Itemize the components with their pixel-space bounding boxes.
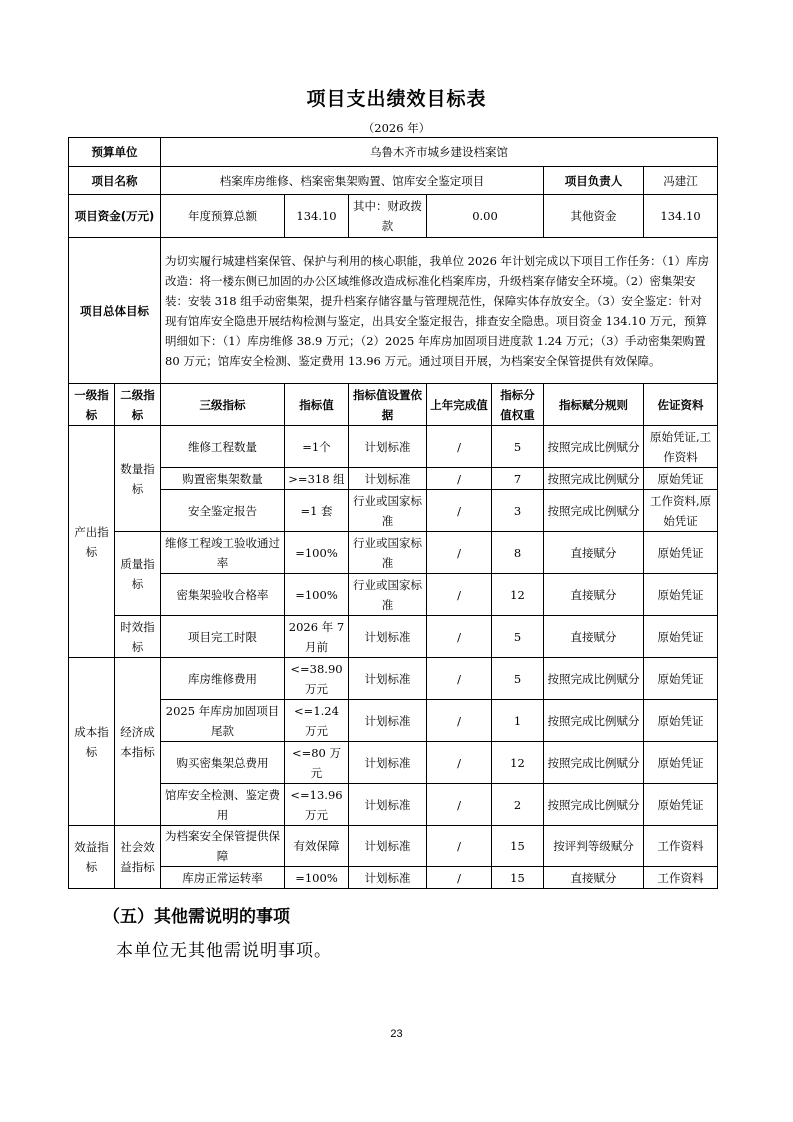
col-header-value: 指标值 xyxy=(285,384,349,426)
indicator-rule: 按照完成比例赋分 xyxy=(544,742,644,784)
indicator-basis: 计划标准 xyxy=(349,784,427,826)
group-cost: 成本指标 xyxy=(69,658,115,826)
col-header-level2: 二级指标 xyxy=(115,384,161,426)
indicator-prev: / xyxy=(427,700,492,742)
indicator-weight: 5 xyxy=(492,426,544,468)
indicator-evidence: 原始凭证 xyxy=(644,532,718,574)
col-header-evidence: 佐证资料 xyxy=(644,384,718,426)
performance-target-table xyxy=(68,137,718,889)
indicator-evidence: 原始凭证 xyxy=(644,742,718,784)
indicator-prev: / xyxy=(427,658,492,700)
indicator-value: <=80 万元 xyxy=(285,742,349,784)
group-timeliness: 时效指标 xyxy=(115,616,161,658)
group-benefit: 效益指标 xyxy=(69,826,115,889)
fiscal-allocation-label: 其中：财政拨款 xyxy=(349,195,427,238)
fiscal-allocation-value: 0.00 xyxy=(427,195,544,238)
indicator-name: 安全鉴定报告 xyxy=(161,490,285,532)
indicator-weight: 1 xyxy=(492,700,544,742)
indicator-basis: 计划标准 xyxy=(349,867,427,889)
indicator-rule: 按照完成比例赋分 xyxy=(544,468,644,490)
indicator-rule: 直接赋分 xyxy=(544,532,644,574)
indicator-prev: / xyxy=(427,784,492,826)
indicator-basis: 计划标准 xyxy=(349,700,427,742)
group-econ-cost: 经济成本指标 xyxy=(115,658,161,826)
indicator-weight: 5 xyxy=(492,658,544,700)
indicator-value: <=13.96 万元 xyxy=(285,784,349,826)
indicator-basis: 计划标准 xyxy=(349,426,427,468)
indicator-rule: 按照完成比例赋分 xyxy=(544,658,644,700)
indicator-rule: 按照完成比例赋分 xyxy=(544,490,644,532)
indicator-name: 库房正常运转率 xyxy=(161,867,285,889)
indicator-basis: 行业或国家标准 xyxy=(349,490,427,532)
indicator-evidence: 原始凭证 xyxy=(644,616,718,658)
annual-budget-label: 年度预算总额 xyxy=(161,195,285,238)
indicator-name: 库房维修费用 xyxy=(161,658,285,700)
col-header-level3: 三级指标 xyxy=(161,384,285,426)
indicator-prev: / xyxy=(427,532,492,574)
indicator-weight: 12 xyxy=(492,742,544,784)
indicator-prev: / xyxy=(427,616,492,658)
indicator-evidence: 原始凭证 xyxy=(644,700,718,742)
indicator-prev: / xyxy=(427,826,492,867)
page-number: 23 xyxy=(390,1028,403,1040)
indicator-basis: 行业或国家标准 xyxy=(349,574,427,616)
indicator-weight: 7 xyxy=(492,468,544,490)
indicator-value: <=1.24 万元 xyxy=(285,700,349,742)
indicator-basis: 计划标准 xyxy=(349,742,427,784)
indicator-basis: 行业或国家标准 xyxy=(349,532,427,574)
overall-goal-text: 为切实履行城建档案保管、保护与利用的核心职能，我单位 2026 年计划完成以下项目工作任务：（1）库房改造：将一楼东侧已加固的办公区域维修改造成标准化档案库房，升级档案存储安全环境。（2）密集架安装：安装 318 组手动密集架，提升档案存储容量与管理规范性，保障实体存放安全。（3）安全鉴定：针对现有馆库安全隐患开展结构检测与鉴定，出具安全鉴定报告，排查安全隐患。项目资金 134.10 万元，预算明细如下：（1）库房维修 38.9 万元；（2）2025 年库房加固项目进度款 1.24 万元；（3）手动密集架购置 80 万元；馆库安全检测、鉴定费用 13.96 万元。通过项目开展，为档案安全保管提供有效保障。 xyxy=(161,238,718,384)
indicator-prev: / xyxy=(427,490,492,532)
section-body: 本单位无其他需说明事项。 xyxy=(116,941,332,961)
indicator-prev: / xyxy=(427,426,492,468)
indicator-name: 2025 年库房加固项目尾款 xyxy=(161,700,285,742)
indicator-name: 为档案安全保管提供保障 xyxy=(161,826,285,867)
indicator-prev: / xyxy=(427,867,492,889)
overall-goal-label: 项目总体目标 xyxy=(69,238,161,384)
col-header-basis: 指标值设置依据 xyxy=(349,384,427,426)
page-title: 项目支出绩效目标表 xyxy=(306,88,487,110)
indicator-rule: 按照完成比例赋分 xyxy=(544,426,644,468)
group-quality: 质量指标 xyxy=(115,532,161,616)
section-heading: （五）其他需说明的事项 xyxy=(103,907,290,927)
other-funds-label: 其他资金 xyxy=(544,195,644,238)
indicator-name: 维修工程数量 xyxy=(161,426,285,468)
indicator-basis: 计划标准 xyxy=(349,826,427,867)
indicator-name: 购置密集架数量 xyxy=(161,468,285,490)
indicator-evidence: 原始凭证 xyxy=(644,784,718,826)
indicator-prev: / xyxy=(427,742,492,784)
indicator-weight: 12 xyxy=(492,574,544,616)
project-name-value: 档案库房维修、档案密集架购置、馆库安全鉴定项目 xyxy=(161,167,544,195)
indicator-rule: 按照完成比例赋分 xyxy=(544,700,644,742)
project-leader-label: 项目负责人 xyxy=(544,167,644,195)
indicator-name: 购买密集架总费用 xyxy=(161,742,285,784)
col-header-weight: 指标分值权重 xyxy=(492,384,544,426)
indicator-value: =100% xyxy=(285,532,349,574)
indicator-rule: 按照完成比例赋分 xyxy=(544,784,644,826)
indicator-basis: 计划标准 xyxy=(349,616,427,658)
col-header-rule: 指标赋分规则 xyxy=(544,384,644,426)
other-funds-value: 134.10 xyxy=(644,195,718,238)
indicator-weight: 8 xyxy=(492,532,544,574)
col-header-level1: 一级指标 xyxy=(69,384,115,426)
indicator-value: 有效保障 xyxy=(285,826,349,867)
year-label: （2026 年） xyxy=(362,121,431,135)
indicator-evidence: 原始凭证,工作资料 xyxy=(644,426,718,468)
indicator-value: >=318 组 xyxy=(285,468,349,490)
indicator-basis: 计划标准 xyxy=(349,658,427,700)
project-leader-value: 冯建江 xyxy=(644,167,718,195)
indicator-name: 项目完工时限 xyxy=(161,616,285,658)
unit-value: 乌鲁木齐市城乡建设档案馆 xyxy=(161,138,718,167)
indicator-weight: 15 xyxy=(492,867,544,889)
indicator-evidence: 工作资料,原始凭证 xyxy=(644,490,718,532)
indicator-value: =100% xyxy=(285,867,349,889)
indicator-value: =1个 xyxy=(285,426,349,468)
indicator-rule: 直接赋分 xyxy=(544,574,644,616)
indicator-value: <=38.90 万元 xyxy=(285,658,349,700)
indicator-name: 密集架验收合格率 xyxy=(161,574,285,616)
group-social-benefit: 社会效益指标 xyxy=(115,826,161,889)
group-quantity: 数量指标 xyxy=(115,426,161,532)
indicator-evidence: 原始凭证 xyxy=(644,658,718,700)
indicator-rule: 直接赋分 xyxy=(544,616,644,658)
project-funds-label: 项目资金(万元) xyxy=(69,195,161,238)
unit-label: 预算单位 xyxy=(69,138,161,167)
indicator-rule: 按评判等级赋分 xyxy=(544,826,644,867)
indicator-prev: / xyxy=(427,574,492,616)
indicator-prev: / xyxy=(427,468,492,490)
indicator-weight: 2 xyxy=(492,784,544,826)
indicator-weight: 3 xyxy=(492,490,544,532)
col-header-prev: 上年完成值 xyxy=(427,384,492,426)
indicator-value: 2026 年 7 月前 xyxy=(285,616,349,658)
annual-budget-value: 134.10 xyxy=(285,195,349,238)
indicator-basis: 计划标准 xyxy=(349,468,427,490)
indicator-evidence: 工作资料 xyxy=(644,826,718,867)
indicator-value: =1 套 xyxy=(285,490,349,532)
group-output: 产出指标 xyxy=(69,426,115,658)
indicator-weight: 15 xyxy=(492,826,544,867)
indicator-evidence: 原始凭证 xyxy=(644,468,718,490)
indicator-rule: 直接赋分 xyxy=(544,867,644,889)
indicator-weight: 5 xyxy=(492,616,544,658)
indicator-value: =100% xyxy=(285,574,349,616)
indicator-evidence: 原始凭证 xyxy=(644,574,718,616)
indicator-name: 维修工程竣工验收通过率 xyxy=(161,532,285,574)
indicator-name: 馆库安全检测、鉴定费用 xyxy=(161,784,285,826)
project-name-label: 项目名称 xyxy=(69,167,161,195)
indicator-evidence: 工作资料 xyxy=(644,867,718,889)
